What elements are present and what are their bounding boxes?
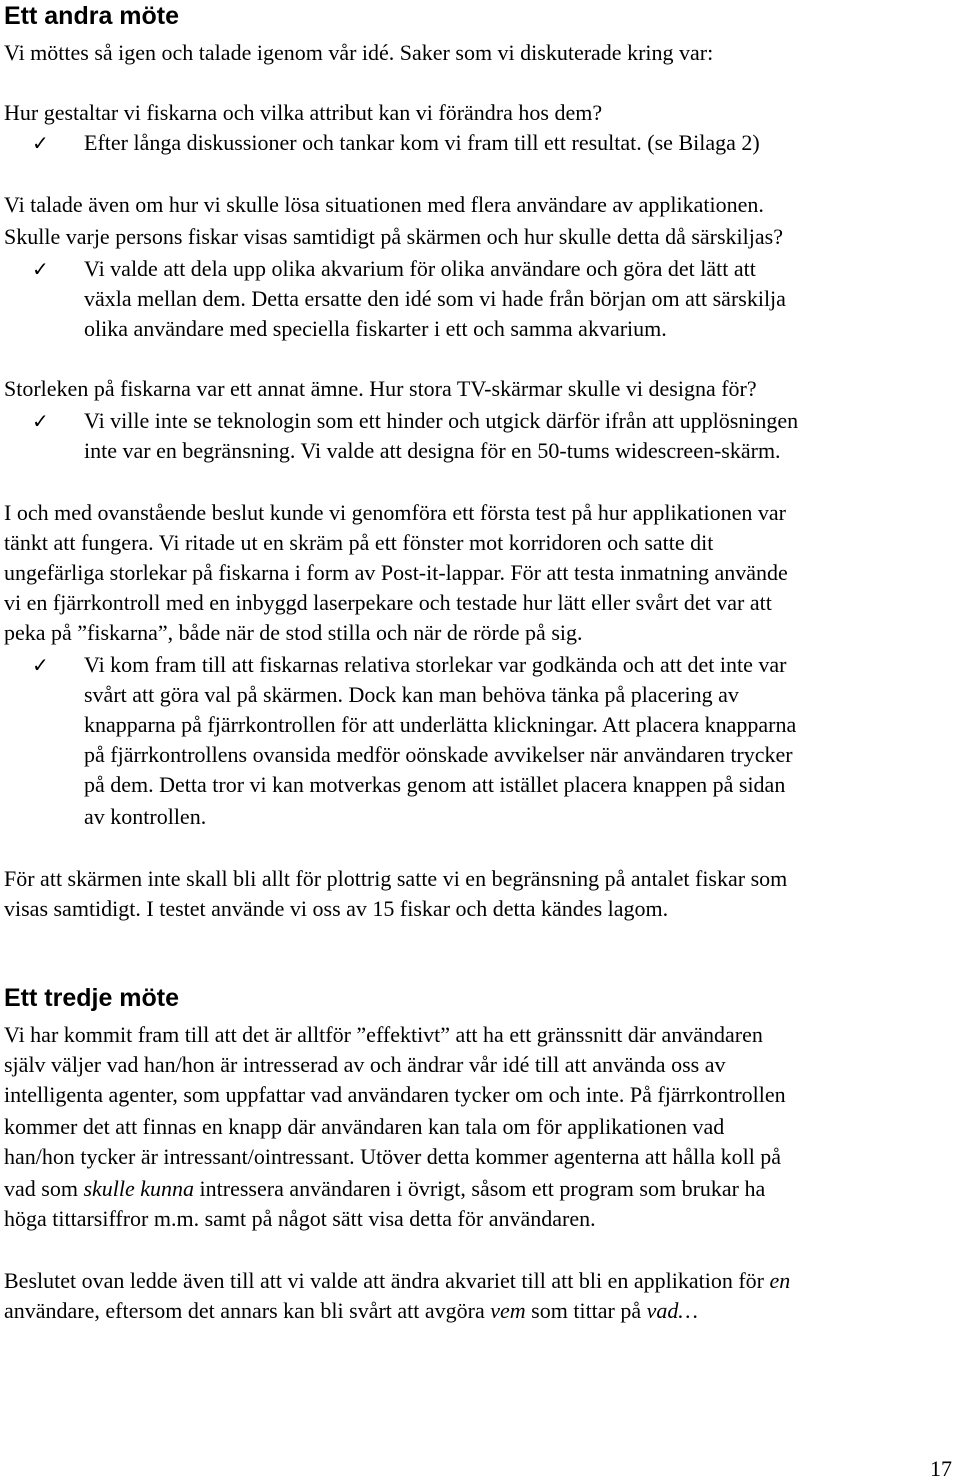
answer-line: på dem. Detta tror vi kan motverkas genom att istället placera knappen på sidan	[84, 772, 786, 797]
paragraph-line: intelligenta agenter, som uppfattar vad användaren tycker om och inte. På fjärrkontrollen	[4, 1082, 786, 1107]
text-run: vad som	[4, 1176, 84, 1201]
paragraph-line: Vi har kommit fram till att det är alltför ”effektivt” att ha ett gränssnitt där användaren	[4, 1022, 763, 1047]
section-heading-tredje-mote: Ett tredje möte	[4, 984, 180, 1012]
paragraph-line: visas samtidigt. I testet använde vi oss av 15 fiskar och detta kändes lagom.	[4, 896, 669, 921]
paragraph-line: kommer det att finnas en knapp där användaren kan tala om för applikationen vad	[4, 1114, 725, 1139]
answer-line: av kontrollen.	[84, 804, 207, 829]
paragraph-line: själv väljer vad han/hon är intresserad av och ändrar vår idé till att använda oss av	[4, 1052, 726, 1077]
page-number: 17	[930, 1456, 952, 1481]
emphasis-text: vad…	[646, 1298, 698, 1323]
answer-line: inte var en begränsning. Vi valde att designa för en 50-tums widescreen-skärm.	[84, 438, 781, 463]
checkmark-icon: ✓	[32, 653, 49, 677]
checkmark-icon: ✓	[32, 257, 49, 281]
paragraph-line	[4, 1296, 698, 1326]
paragraph-line: ungefärliga storlekar på fiskarna i form av Post-it-lappar. För att testa inmatning använde	[4, 560, 788, 585]
paragraph-line: För att skärmen inte skall bli allt för plottrig satte vi en begränsning på antalet fiskar som	[4, 866, 788, 891]
question-line: Skulle varje persons fiskar visas samtidigt på skärmen och hur skulle detta då särskiljas?	[4, 224, 783, 249]
answer-line: Vi ville inte se teknologin som ett hinder och utgick därför ifrån att upplösningen	[84, 408, 799, 433]
answer-line: olika användare med speciella fiskarter i ett och samma akvarium.	[84, 316, 667, 341]
text-run: intressera användaren i övrigt, såsom ett program som brukar ha	[194, 1176, 766, 1201]
answer-line: svårt att göra val på skärmen. Dock kan man behöva tänka på placering av	[84, 682, 739, 707]
section-heading-andra-mote: Ett andra möte	[4, 2, 180, 30]
text-run: Beslutet ovan ledde även till att vi valde att ändra akvariet till att bli en applikation för	[4, 1268, 770, 1293]
text-run: användare, eftersom det annars kan bli svårt att avgöra	[4, 1298, 491, 1323]
question-line: Vi talade även om hur vi skulle lösa situationen med flera användare av applikationen.	[4, 192, 764, 217]
answer-line: Vi valde att dela upp olika akvarium för olika användare och göra det lätt att	[84, 256, 756, 281]
paragraph-line	[4, 1266, 790, 1296]
paragraph-line: höga tittarsiffror m.m. samt på något sätt visa detta för användaren.	[4, 1206, 596, 1231]
paragraph-line	[4, 1174, 765, 1204]
paragraph-line: Vi möttes så igen och talade igenom vår idé. Saker som vi diskuterade kring var:	[4, 40, 714, 65]
question-line: Hur gestaltar vi fiskarna och vilka attribut kan vi förändra hos dem?	[4, 100, 603, 125]
text-run: som tittar på	[525, 1298, 647, 1323]
paragraph-line: I och med ovanstående beslut kunde vi genomföra ett första test på hur applikationen var	[4, 500, 786, 525]
answer-line: växla mellan dem. Detta ersatte den idé som vi hade från början om att särskilja	[84, 286, 786, 311]
emphasis-text: vem	[490, 1298, 526, 1323]
answer-line: knapparna på fjärrkontrollen för att underlätta klickningar. Att placera knapparna	[84, 712, 797, 737]
paragraph-line: peka på ”fiskarna”, både när de stod stilla och när de rörde på sig.	[4, 620, 583, 645]
answer-line: Vi kom fram till att fiskarnas relativa storlekar var godkända och att det inte var	[84, 652, 787, 677]
emphasis-text: skulle kunna	[83, 1176, 195, 1201]
answer-line: på fjärrkontrollens ovansida medför oönskade avvikelser när användaren trycker	[84, 742, 793, 767]
paragraph-line: han/hon tycker är intressant/ointressant. Utöver detta kommer agenterna att hålla koll på	[4, 1144, 782, 1169]
paragraph-line: tänkt att fungera. Vi ritade ut en skräm på ett fönster mot korridoren och satte dit	[4, 530, 714, 555]
question-line: Storleken på fiskarna var ett annat ämne. Hur stora TV-skärmar skulle vi designa för?	[4, 376, 757, 401]
paragraph-line: vi en fjärrkontroll med en inbyggd laserpekare och testade hur lätt eller svårt det var att	[4, 590, 772, 615]
checkmark-icon: ✓	[32, 131, 49, 155]
emphasis-text: en	[769, 1268, 791, 1293]
checkmark-icon: ✓	[32, 409, 49, 433]
answer-line: Efter långa diskussioner och tankar kom vi fram till ett resultat. (se Bilaga 2)	[84, 130, 760, 155]
